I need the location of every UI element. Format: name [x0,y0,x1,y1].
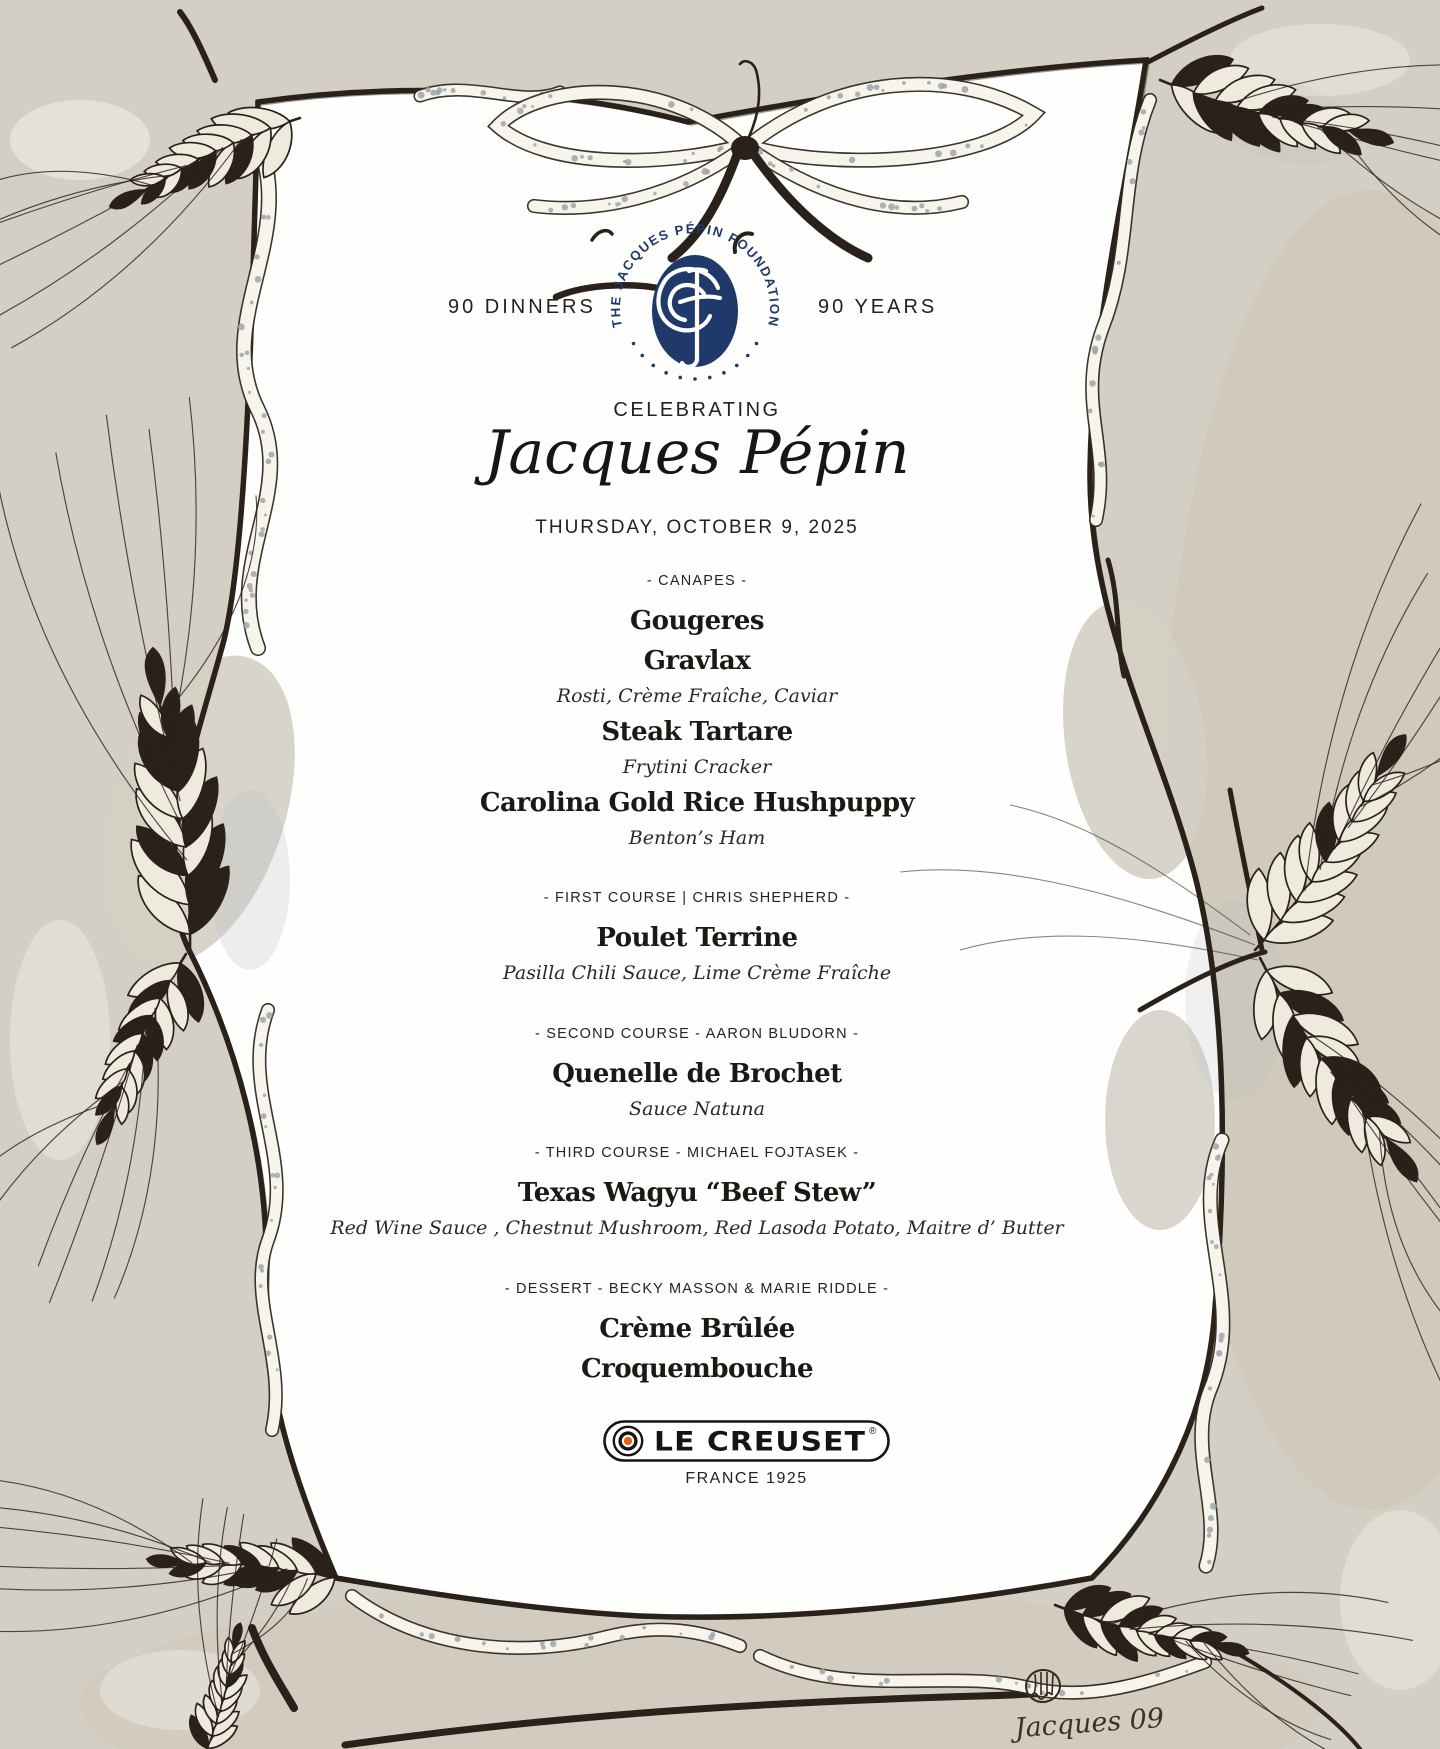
menu-section [157,1024,1237,1125]
years-count-label: 90 YEARS [818,296,938,318]
menu-item-name: Texas Wagyu “Beef Stew” [517,1178,877,1208]
menu-item-name: Croquembouche [580,1354,814,1384]
signature-text: Jacques 09 [1013,1702,1166,1745]
menu-section [157,888,1237,989]
menu-item-name: Crème Brûlée [599,1314,795,1344]
section-heading: - CANAPES - [646,573,748,589]
menu-item-name: Quenelle de Brochet [552,1059,842,1089]
menu-item-description: Sauce Natuna [629,1098,765,1120]
le-creuset-logo-block [603,1420,890,1488]
registered-mark: ® [869,1426,877,1437]
menu-section [157,1143,1237,1244]
jacques-pepin-foundation-logo [598,212,792,396]
le-creuset-tagline: FRANCE 1925 [685,1470,808,1487]
menu-item-name: Steak Tartare [601,717,793,747]
page-title: Jacques Pépin [484,418,910,488]
menu-section [157,1279,1237,1389]
section-heading: - THIRD COURSE - MICHAEL FOJTASEK - [534,1145,860,1161]
section-heading: - FIRST COURSE | CHRIS SHEPHERD - [543,890,851,906]
menu-item-name: Gravlax [643,646,751,676]
section-heading: - DESSERT - BECKY MASSON & MARIE RIDDLE - [504,1281,890,1297]
celebrating-label: CELEBRATING [613,399,781,421]
menu-item-description: Rosti, Crème Fraîche, Caviar [556,685,838,707]
wheat-ear-icon [0,1479,345,1631]
menu-item-description: Pasilla Chili Sauce, Lime Crème Fraîche [502,962,892,984]
le-creuset-wordmark: LE CREUSET [654,1426,866,1458]
event-date: THURSDAY, OCTOBER 9, 2025 [535,517,859,538]
menu-section [157,571,1237,854]
section-heading: - SECOND COURSE - AARON BLUDORN - [535,1026,859,1042]
menu-item-name: Poulet Terrine [596,923,798,953]
menu-item-name: Carolina Gold Rice Hushpuppy [479,788,915,818]
menu-item-name: Gougeres [629,606,765,636]
foundation-ring-text: THE JACQUES PÉPIN FOUNDATION [607,220,783,329]
le-creuset-logo [603,1420,890,1462]
dinners-count-label: 90 DINNERS [448,296,596,318]
menu-item-description: Benton’s Ham [628,827,766,849]
menu-item-description: Frytini Cracker [622,756,772,778]
menu-item-description: Red Wine Sauce , Chestnut Mushroom, Red Lasoda Potato, Maitre d’ Butter [330,1217,1064,1239]
